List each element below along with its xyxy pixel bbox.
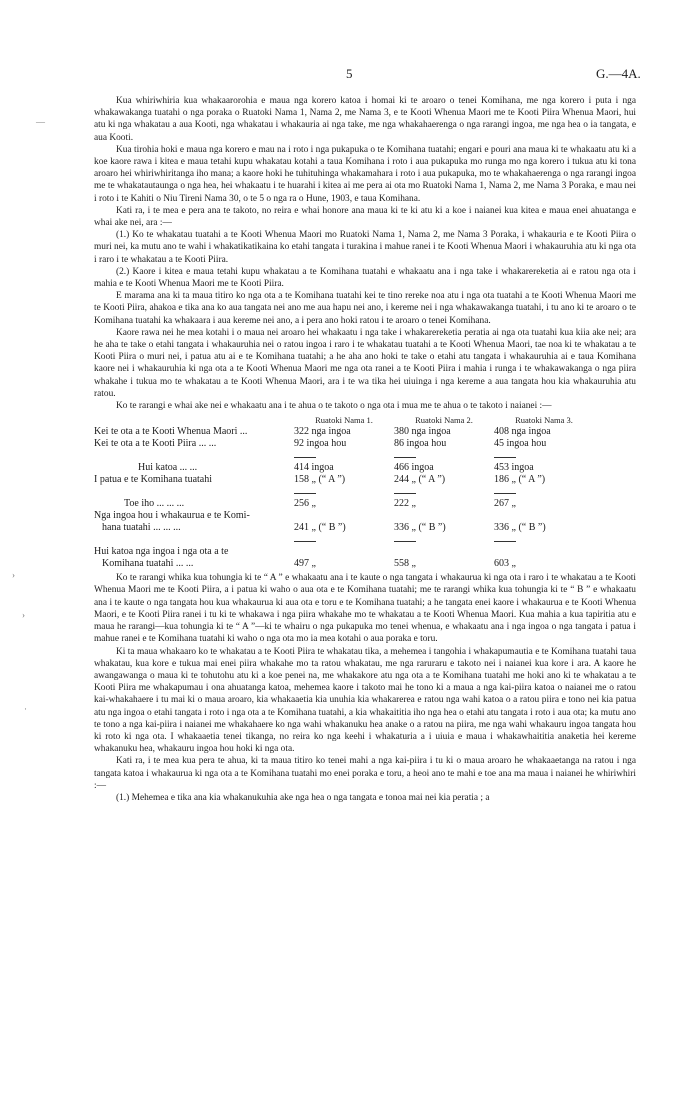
paragraph: Kati ra, i te mea e pera ana te takoto, no reira e whai honore ana maua ki te ki atu ki a koe i naianei kua kitea e maua enei ahuatanga e whai ake nei, ara :— — [94, 205, 636, 229]
margin-mark: · — [24, 704, 27, 714]
paragraph: Kua whiriwhiria kua whakaarorohia e maua nga korero katoa i homai ki te aroaro o tenei Komihana, me nga korero i puta i nga whakawakanga tuatahi o nga poraka o Ruatoki Nama 1, Nama 2, me Nama 3, e te Kooti Whenua Maori me te Kooti Piira Whenua Maori, hui atu ki nga whakatau a aua Kooti, nga whakatau i whakauria ai nga take, me nga whakahaerenga o nga rarangi ingoa, me nga hea o ia tangata, e aua Kooti. — [94, 96, 636, 143]
table-cell: 466 ingoa — [394, 462, 434, 474]
margin-mark: › — [22, 610, 25, 620]
row-label: Hui katoa ... ... — [138, 462, 198, 474]
table-cell: 380 nga ingoa — [394, 426, 451, 438]
table-row — [94, 498, 594, 510]
paragraph: Kaore rawa nei he mea kotahi i o maua nei aroaro hei whakaatu i nga take i whakarereketia peratia ai nga ota tuatahi kua kiia ake nei; ara he aha te take o etahi tangata i whakauruhia nei o ratou ingoa i raro i te whakatau tuatahi a te Kooti Whenua Maori, tae noa ki te whakatau a te Kooti Piira o muri nei, i patua atu ai e te Komihana tuatahi; a he aha ano hoki te take o etahi atu tangata i whakauruhia ai e taua Komihana kaore nei i whakauruhia ki nga ota a te Kooti Whenua Maori me nga ota ranei a te Kooti Piira i mahia i runga i te whakawakanga o nga piira whakahe i tukua mo te whakatau a te Kooti Whenua Maori, ara i te wa tika hei uiuinga i nga kereme a aua tangata hou kia whakauruhia atu ratou. — [94, 327, 636, 399]
row-label: Toe iho ... ... ... — [124, 498, 185, 510]
rule-row — [94, 450, 594, 462]
paragraph: Ko te rarangi e whai ake nei e whakaatu ana i te ahua o te takoto o nga ota i mua me te ahua o te takoto i naianei :— — [116, 401, 552, 412]
table-cell: 241 „ (“ B ”) — [294, 522, 346, 534]
table-cell: 558 „ — [394, 558, 416, 570]
row-label: hana tuatahi ... ... ... — [102, 522, 181, 534]
row-label: Kei te ota a te Kooti Whenua Maori ... — [94, 426, 248, 438]
table-cell: 336 „ (“ B ”) — [494, 522, 546, 534]
table-row — [94, 474, 594, 486]
row-label: Nga ingoa hou i whakaurua e te Komi- — [94, 510, 250, 522]
paragraph: Ki ta maua whakaaro ko te whakatau a te Kooti Piira te whakatau tika, a mehemea i tangohia i whakapumautia e te Komihana tuatahi taua whakatau, kua kore e tukua mai enei piira whakahe mo ta ratou whakatau, me nga raruraru e takoto nei i naianei kua kore i ara. A kaore he awangawanga o maua ki te tohutohu atu ki a koe penei na, me whakakore atu nga ota a te Komihana tuatahi me hoki ano ki te whakatau a te Kooti Piira me whakapumau i ona ahuatanga katoa, mehemea kaore i takoto mai he tono ki a maua a nga kai-piira katoa o naianei me o ratou kai-whakahaere i tu mai ki o maua aroaro, kia whakaaetia kia unuhia kia whakarerea e ratou nga wahi katoa o a ratou piira e tono nei kia patua atu nga ingoa o etahi tangata i roto i nga ota a te Komihana tuatahi, a kia whakaititia iho nga hea o etahi atu tangata i roto i aua ota; ka mutu ano te tono a nga kai-piira i naianei me whakahaere ko nga wahi whakanuku hea anake o a ratou na piira, me nga wahi whakauru ingoa tangata hou ki roto ki nga ota. I whakaaetia tenei tikanga, no reira ko nga keehi i whakaturia a i uiuia e maua i whakawhaititia anaketia hei kereme whakanuku hea, whakauru ingoa hou hoki ki nga ota. — [94, 646, 636, 755]
table-header-row — [94, 414, 594, 426]
column-header: Ruatoki Nama 2. — [415, 415, 473, 426]
table-cell: 497 „ — [294, 558, 316, 570]
finding-item: (2.) Kaore i kitea e maua tetahi kupu whakatau a te Komihana tuatahi e whakaatu ana i nga take i whakarereketia ai e ratou nga ota i mahia e te Kooti Whenua Maori me te Kooti Piira. — [94, 266, 636, 290]
table-cell: 414 ingoa — [294, 462, 334, 474]
paragraph: E marama ana ki ta maua titiro ko nga ota a te Komihana tuatahi kei te tino rereke noa atu i nga ota tuatahi a te Kooti Whenua Maori me te Kooti Piira, ahakoa e tika ana ko aua tangata nei ano me aua hapu nei ano, i kereme nei i nga whakawakanga tuatahi, i tu ano ki te aroaro o te Komihana tuatahi ka whakaara i aua kereme nei ano, a i pera ano hoki ratou i te aroaro o tenei Komihana. — [94, 291, 636, 326]
table-row — [94, 546, 594, 558]
rule-row — [94, 486, 594, 498]
question-item: (1.) Mehemea e tika ana kia whakanukuhia ake nga hea o nga tangata e tonoa mai nei kia peratia ; a — [116, 792, 490, 803]
margin-mark: › — [12, 570, 15, 580]
row-label: Kei te ota a te Kooti Piira ... ... — [94, 438, 217, 450]
table-row — [94, 462, 594, 474]
names-table — [94, 414, 594, 570]
table-row — [94, 438, 594, 450]
paragraph: Kati ra, i te mea kua pera te ahua, ki ta maua titiro ko tenei mahi a nga kai-piira i tu ki o maua aroaro he whakaaetanga na ratou i nga tangata katoa i whakaurua ki nga ota a te Komihana tuatahi mo enei poraka e toru, a heoi ano te mahi e toe ana ma maua i naianei he whiriwhiri :— — [94, 756, 636, 791]
table-cell: 158 „ (“ A ”) — [294, 474, 346, 486]
table-cell: 267 „ — [494, 498, 516, 510]
table-row — [94, 510, 594, 522]
table-cell: 408 nga ingoa — [494, 426, 551, 438]
rule-row — [94, 534, 594, 546]
row-label: I patua e te Komihana tuatahi — [94, 474, 213, 486]
paragraph: Kua tirohia hoki e maua nga korero e mau na i roto i nga pukapuka o te Komihana tuatahi; engari e pouri ana maua ki te whakaatu atu ki a koe kaore rawa i kitea e maua tetahi kupu whakatau kotahi a taua Komihana i roto i aua pukapuka mo runga mo nga korero i tukua atu ki tona aroaro hei whiriwhiritanga iho mana; a kaore hoki he tuhituhinga whakamahara i roto i aua pukapuka, mo te whakahaerenga o nga rarangi ingoa me te whakatautaunga o nga hea, hei whakaatu i te huarahi i kitea ai me pera ai ota mo Ruatoki Nama 1, Nama 2, me Nama 3 Poraka, e mau nei i roto i te Kahiti o Niu Tireni Nama 30, o te 5 o nga ra o Hune, 1903, e taua Komihana. — [94, 144, 636, 204]
table-cell: 336 „ (“ B ”) — [394, 522, 446, 534]
table-row — [94, 558, 594, 570]
page-number: 5 — [346, 66, 353, 81]
table-cell: 322 nga ingoa — [294, 426, 351, 438]
table-cell: 186 „ (“ A ”) — [494, 474, 546, 486]
table-cell: 453 ingoa — [494, 462, 534, 474]
table-cell: 86 ingoa hou — [394, 438, 447, 450]
table-cell: 603 „ — [494, 558, 516, 570]
row-label: Komihana tuatahi ... ... — [102, 558, 194, 570]
column-header: Ruatoki Nama 1. — [315, 415, 373, 426]
table-row — [94, 426, 594, 438]
table-cell: 222 „ — [394, 498, 416, 510]
table-cell: 244 „ (“ A ”) — [394, 474, 446, 486]
paragraph: Ko te rarangi whika kua tohungia ki te “ A ” e whakaatu ana i te kaute o nga tangata i whakaurua ki nga ota i raro i te whakatau a te Kooti Whenua Maori me te Kooti Piira, a i patua ki waho o aua ota e te Komihana tuatahi; me te rarangi whika kua tohungia ki te “ B ” e whakaatu ana i te kaute o nga tangata hou kua whakaurua ki aua ota e toru e te Komihana tuatahi; a he tangata enei kaore i whakaurua e te Kooti Whenua Maori, e te Kooti Piira ranei i tu ki te whakawa i nga piira whakahe mo te whakatau a te Kooti Whenua Maori. Kua mahia a kua tapiritia atu e maua he rarangi—kua tohungia ki te “ A ”—ki te whairu o nga pukapuka mo tenei whenua, e whakaatu ana i nga ingoa o nga tangata i patua i mahue ranei e te Komihana tuatahi ki waho o nga ota mo ia mea kotahi o aua poraka e toru. — [94, 573, 636, 645]
table-cell: 92 ingoa hou — [294, 438, 347, 450]
table-cell: 45 ingoa hou — [494, 438, 547, 450]
document-reference: G.—4A. — [596, 66, 641, 81]
document-body — [94, 95, 636, 804]
table-row — [94, 522, 594, 534]
column-header: Ruatoki Nama 3. — [515, 415, 573, 426]
row-label: Hui katoa nga ingoa i nga ota a te — [94, 546, 229, 558]
finding-item: (1.) Ko te whakatau tuatahi a te Kooti Whenua Maori mo Ruatoki Nama 1, Nama 2, me Nama 3 Poraka, i whakauria e te Kooti Piira o muri nei, ka mutu ano te wahi i whakatikatikaina ko etahi tangata i turakina i mahue ranei i te Kooti Whenua Maori i whakauruhia atu ki nga ota i raro i te whakatau a te Kooti Piira. — [94, 230, 636, 265]
table-cell: 256 „ — [294, 498, 316, 510]
margin-mark: — — [36, 117, 45, 127]
